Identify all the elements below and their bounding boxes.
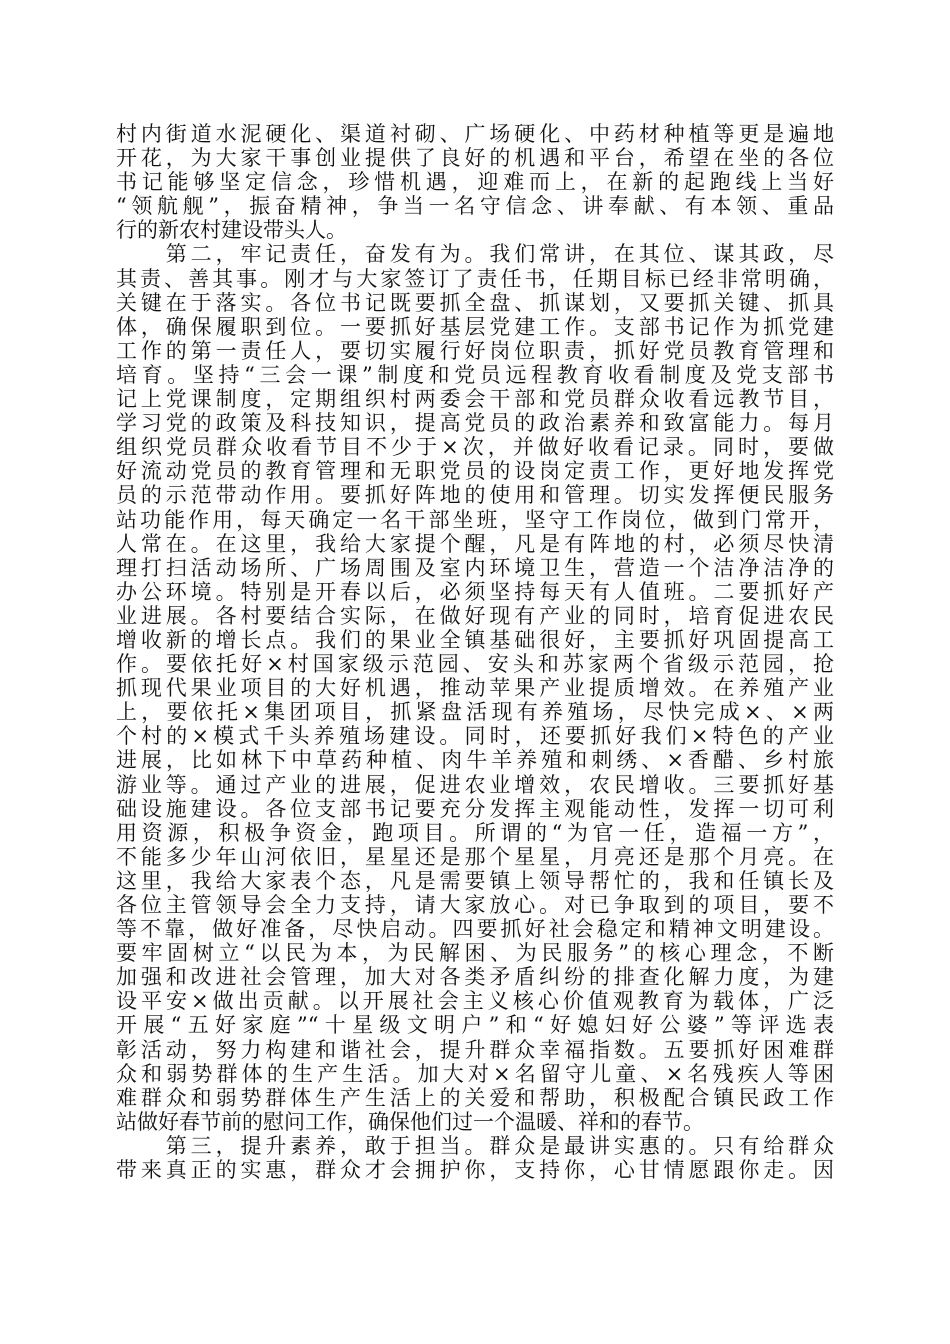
text-line: 理打扫活动场所、广场周围及室内环境卫生，营造一个洁净洁净的 (116, 555, 834, 580)
text-line: 开展“五好家庭”“十星级文明户”和“好媳妇好公婆”等评选表 (116, 1013, 834, 1038)
text-line: 个村的×模式千头养殖场建设。同时，还要抓好我们×特色的产业 (116, 724, 834, 749)
text-line: 抓现代果业项目的大好机遇，推动苹果产业提质增效。在养殖产业 (116, 676, 834, 701)
text-line: 记上党课制度，定期组织村两委会干部和党员群众收看远教节目， (116, 387, 834, 412)
text-line: 要牢固树立“以民为本，为民解困、为民服务”的核心理念，不断 (116, 941, 834, 966)
text-line: 难群众和弱势群体生产生活上的关爱和帮助，积极配合镇民政工作 (116, 1085, 834, 1110)
text-line: 彰活动，努力构建和谐社会，提升群众幸福指数。五要抓好困难群 (116, 1037, 834, 1062)
text-line: 设平安×做出贡献。以开展社会主义核心价值观教育为载体，广泛 (116, 989, 834, 1014)
text-line: 行的新农村建设带头人。 (116, 218, 347, 243)
text-line: 体，确保履职到位。一要抓好基层党建工作。支部书记作为抓党建 (116, 314, 834, 339)
text-line: 础设施建设。各位支部书记要充分发挥主观能动性，发挥一切可利 (116, 796, 834, 821)
text-line: 第三，提升素养，敢于担当。群众是最讲实惠的。只有给群众 (116, 1133, 834, 1158)
text-line: 作。要依托好×村国家级示范园、安头和苏家两个省级示范园，抢 (116, 652, 834, 677)
text-line: 其责、善其事。刚才与大家签订了责任书，任期目标已经非常明确， (116, 266, 834, 291)
document-text-body (116, 122, 834, 1182)
text-line: 加强和改进社会管理，加大对各类矛盾纠纷的排查化解力度，为建 (116, 965, 834, 990)
text-line: 工作的第一责任人，要切实履行好岗位职责，抓好党员教育管理和 (116, 338, 834, 363)
text-line: 游业等。通过产业的进展，促进农业增效，农民增收。三要抓好基 (116, 772, 834, 797)
text-line: 业进展。各村要结合实际，在做好现有产业的同时，培育促进农民 (116, 603, 834, 628)
text-line: 带来真正的实惠，群众才会拥护你，支持你，心甘情愿跟你走。因 (116, 1158, 834, 1183)
text-line: 好流动党员的教育管理和无职党员的设岗定责工作，更好地发挥党 (116, 459, 834, 484)
text-line: 学习党的政策及科技知识，提高党员的政治素养和致富能力。每月 (116, 411, 834, 436)
text-line: 第二，牢记责任，奋发有为。我们常讲，在其位、谋其政，尽 (116, 242, 834, 267)
text-line: 培育。坚持“三会一课”制度和党员远程教育收看制度及党支部书 (116, 362, 834, 387)
text-line: 进展，比如林下中草药种植、肉牛羊养殖和刺绣、×香醋、乡村旅 (116, 748, 834, 773)
text-line: 村内街道水泥硬化、渠道衬砌、广场硬化、中药材种植等更是遍地 (116, 122, 834, 146)
text-line: 开花，为大家干事创业提供了良好的机遇和平台，希望在坐的各位 (116, 146, 834, 171)
text-line: 员的示范带动作用。要抓好阵地的使用和管理。切实发挥便民服务 (116, 483, 834, 508)
text-line: 站功能作用，每天确定一名干部坐班，坚守工作岗位，做到门常开， (116, 507, 834, 532)
text-line: 等不靠，做好准备，尽快启动。四要抓好社会稳定和精神文明建设。 (116, 917, 834, 942)
text-line: 站做好春节前的慰问工作，确保他们过一个温暖、祥和的春节。 (116, 1109, 704, 1134)
text-line: 这里，我给大家表个态，凡是需要镇上领导帮忙的，我和任镇长及 (116, 868, 834, 893)
text-line: 用资源，积极争资金，跑项目。所谓的“为官一任，造福一方”， (116, 820, 834, 845)
text-line: 组织党员群众收看节目不少于×次，并做好收看记录。同时，要做 (116, 435, 834, 460)
text-line: “领航舰”，振奋精神，争当一名守信念、讲奉献、有本领、重品 (116, 194, 834, 219)
text-line: 关键在于落实。各位书记既要抓全盘、抓谋划，又要抓关键、抓具 (116, 290, 834, 315)
text-line: 各位主管领导会全力支持，请大家放心。对已争取到的项目，要不 (116, 893, 834, 917)
text-line: 不能多少年山河依旧，星星还是那个星星，月亮还是那个月亮。在 (116, 844, 834, 869)
text-line: 众和弱势群体的生产生活。加大对×名留守儿童、×名残疾人等困 (116, 1061, 834, 1086)
text-line: 办公环境。特别是开春以后，必须坚持每天有人值班。二要抓好产 (116, 579, 834, 604)
text-line: 书记能够坚定信念，珍惜机遇，迎难而上，在新的起跑线上当好 (116, 170, 834, 195)
text-line: 上，要依托×集团项目，抓紧盘活现有养殖场，尽快完成×、×两 (116, 700, 834, 725)
text-line: 人常在。在这里，我给大家提个醒，凡是有阵地的村，必须尽快清 (116, 531, 834, 556)
text-line: 增收新的增长点。我们的果业全镇基础很好，主要抓好巩固提高工 (116, 627, 834, 652)
